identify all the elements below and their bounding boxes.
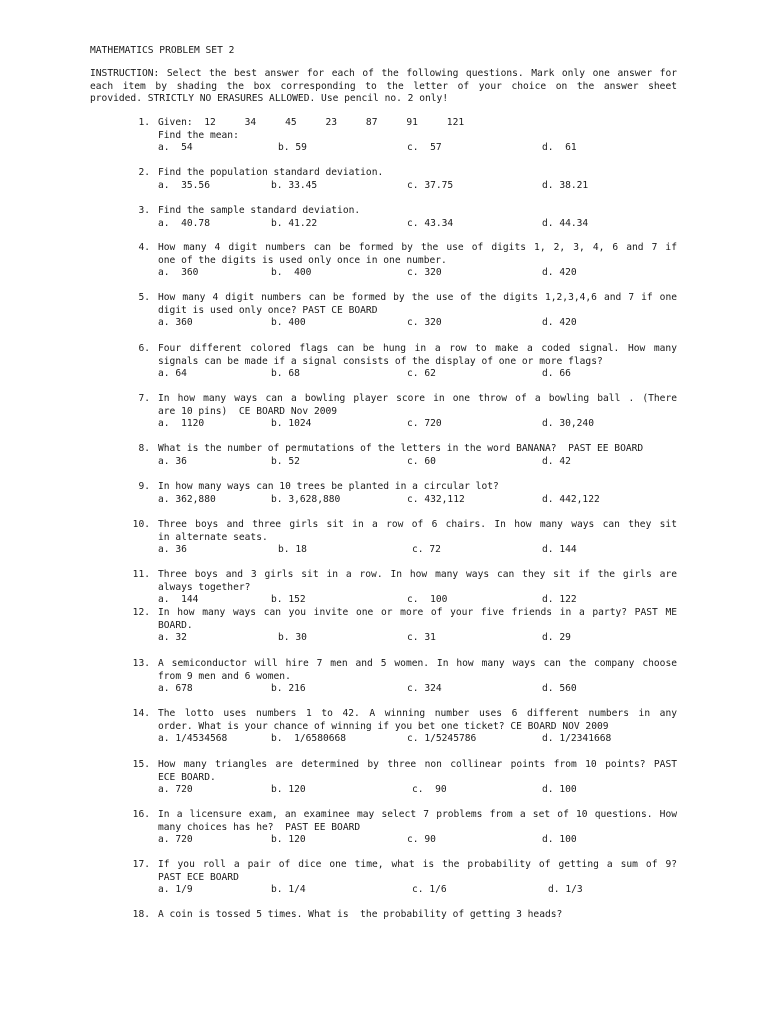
choice-c: c. 1/5245786 [407,733,477,745]
answer-choices [0,317,768,330]
question-text [158,569,677,594]
choice-a: a. 678 [158,683,193,695]
question-text [158,607,677,632]
question-line: ECE BOARD. [158,771,216,783]
choice-d: d. 1/2341668 [542,733,612,745]
choice-b: b. 216 [271,683,306,695]
choice-a: a. 35.56 [158,179,210,191]
question-number: 9. [138,481,150,492]
choice-d: d. 122 [542,594,577,606]
question-line: Four different colored flags can be hung in a row to make a coded signal. How many [158,343,677,354]
choice-b: b. 59 [278,142,307,154]
choice-b: b. 152 [271,594,306,606]
answer-choices [0,683,768,696]
question-line: A semiconductor will hire 7 men and 5 women. In how many ways can the company choose [158,658,677,669]
question-text [158,481,677,494]
choice-a: a. 360 [158,267,199,279]
question-line: Three boys and 3 girls sit in a row. In how many ways can they sit if the girls are [158,569,677,580]
choice-c: c. 324 [407,683,442,695]
answer-choices [0,142,768,155]
choice-d: d. 100 [542,784,577,796]
answer-choices [0,218,768,231]
instruction-paragraph [90,68,677,106]
question-number: 4. [138,242,150,253]
answer-choices [0,418,768,431]
choice-a: a. 1/4534568 [158,733,228,745]
answer-choices [0,784,768,797]
question-line: Find the mean: [158,129,239,141]
choice-d: d. 100 [542,834,577,846]
question-line: If you roll a pair of dice one time, what is the probability of getting a sum of 9? [158,859,677,870]
choice-c: c. 90 [412,784,447,796]
choice-d: d. 30,240 [542,418,594,430]
question-text [158,292,677,317]
question-number: 2. [138,167,150,178]
choice-b: b. 400 [271,317,306,329]
choice-c: c. 60 [407,455,436,467]
choice-a: a. 1/9 [158,884,193,896]
question-line: A coin is tossed 5 times. What is the probability of getting 3 heads? [158,909,563,920]
question-text [158,658,677,683]
question-number: 5. [138,292,150,303]
question-line: PAST ECE BOARD [158,871,239,883]
question-line: How many triangles are determined by three non collinear points from 10 points? PAST [158,759,677,770]
answer-choices [0,834,768,847]
answer-choices [0,267,768,280]
choice-d: d. 38.21 [542,179,589,191]
question-line: How many 4 digit numbers can be formed by the use of digits 1, 2, 3, 4, 6 and 7 if [158,242,677,253]
answer-choices [0,594,768,607]
choice-b: b. 68 [271,368,300,380]
question-line: always together? [158,581,251,593]
choice-d: d. 420 [542,267,577,279]
choice-c: c. 320 [407,267,442,279]
question-line: many choices has he? PAST EE BOARD [158,821,361,833]
answer-choices [0,632,768,645]
choice-a: a. 40.78 [158,217,210,229]
choice-d: d. 61 [542,142,577,154]
choice-d: d. 29 [542,632,571,644]
choice-a: a. 36 [158,544,187,556]
choice-d: d. 420 [542,317,577,329]
choice-a: a. 54 [158,142,193,154]
choice-c: c. 43.34 [407,217,454,229]
choice-c: c. 62 [407,368,436,380]
answer-choices [0,884,768,897]
question-line: in alternate seats. [158,531,268,543]
question-line: In a licensure exam, an examinee may select 7 problems from a set of 10 questions. How [158,809,677,820]
question-number: 11. [132,569,150,580]
choice-c: c. 57 [407,142,442,154]
choice-c: c. 432,112 [407,493,465,505]
instruction-line: each item by shading the box corresponding to the letter of your choice on the answer sheet [90,80,677,92]
question-number: 12. [132,607,150,618]
choice-c: c. 72 [412,544,441,556]
choice-b: b. 3,628,880 [271,493,341,505]
instruction-line: INSTRUCTION: Select the best answer for each of the following questions. Mark only one answer for [90,68,677,79]
question-number: 14. [132,708,150,719]
choice-c: c. 37.75 [407,179,454,191]
choice-b: b. 400 [271,267,312,279]
question-number: 17. [132,859,150,870]
question-number: 6. [138,343,150,354]
choice-a: a. 36 [158,455,187,467]
choice-b: b. 1/6580668 [271,733,347,745]
question-number: 1. [138,117,150,128]
question-number: 13. [132,658,150,669]
question-text [158,708,677,733]
question-text [158,343,677,368]
choice-b: b. 18 [278,544,307,556]
question-text [158,519,677,544]
answer-choices [0,544,768,557]
question-line: Find the population standard deviation. [158,167,384,178]
choice-a: a. 32 [158,632,187,644]
instruction-line: provided. STRICTLY NO ERASURES ALLOWED. Use pencil no. 2 only! [90,93,449,105]
question-text [158,859,677,884]
question-number: 8. [138,443,150,454]
choice-d: d. 1/3 [548,884,583,896]
question-number: 10. [132,519,150,530]
choice-d: d. 560 [542,683,577,695]
question-line: BOARD. [158,619,193,631]
answer-choices [0,368,768,381]
choice-b: b. 52 [271,455,300,467]
question-number: 15. [132,759,150,770]
question-line: What is the number of permutations of the letters in the word BANANA? PAST EE BOARD [158,443,644,454]
question-text [158,205,677,218]
choice-c: c. 100 [407,594,448,606]
question-line: How many 4 digit numbers can be formed by the use of the digits 1,2,3,4,6 and 7 if one [158,292,677,303]
question-text [158,242,677,267]
question-text [158,117,677,142]
choice-b: b. 120 [271,784,306,796]
question-line: order. What is your chance of winning if you bet one ticket? CE BOARD NOV 2009 [158,720,609,732]
answer-choices [0,456,768,469]
choice-a: a. 362,880 [158,493,216,505]
question-line: digit is used only once? PAST CE BOARD [158,304,378,316]
question-line: The lotto uses numbers 1 to 42. A winning number uses 6 different numbers in any [158,708,677,719]
answer-choices [0,733,768,746]
choice-c: c. 720 [407,418,442,430]
choice-b: b. 33.45 [271,179,318,191]
question-line: from 9 men and 6 women. [158,670,291,682]
question-line: Three boys and three girls sit in a row of 6 chairs. In how many ways can they sit [158,519,677,530]
choice-a: a. 720 [158,834,193,846]
choice-c: c. 31 [407,632,436,644]
choice-c: c. 90 [407,834,436,846]
choice-a: a. 360 [158,317,193,329]
question-number: 7. [138,393,150,404]
question-line: are 10 pins) CE BOARD Nov 2009 [158,405,338,417]
question-line: one of the digits is used only once in one number. [158,254,447,266]
choice-b: b. 30 [278,632,307,644]
choice-d: d. 442,122 [542,493,600,505]
choice-a: a. 144 [158,594,199,606]
question-text [158,167,677,180]
question-line: In how many ways can a bowling player score in one throw of a bowling ball . (There [158,393,677,404]
choice-b: b. 1024 [271,418,312,430]
question-text [158,443,677,456]
choice-d: d. 66 [542,368,571,380]
choice-d: d. 42 [542,455,571,467]
answer-choices [0,180,768,193]
question-text [158,393,677,418]
question-line: signals can be made if a signal consists of the display of one or more flags? [158,355,603,367]
answer-choices [0,494,768,507]
question-number: 3. [138,205,150,216]
choice-b: b. 1/4 [271,884,306,896]
choice-d: d. 44.34 [542,217,589,229]
choice-c: c. 320 [407,317,442,329]
choice-b: b. 120 [271,834,306,846]
choice-c: c. 1/6 [412,884,447,896]
question-line: Find the sample standard deviation. [158,205,361,216]
question-number: 16. [132,809,150,820]
choice-d: d. 144 [542,544,577,556]
question-line: In how many ways can you invite one or more of your five friends in a party? PAST ME [158,607,677,618]
question-text [158,909,677,922]
question-text [158,809,677,834]
choice-b: b. 41.22 [271,217,318,229]
question-number: 18. [132,909,150,920]
choice-a: a. 64 [158,368,187,380]
question-text [158,759,677,784]
page-title: MATHEMATICS PROBLEM SET 2 [90,45,235,56]
question-line: In how many ways can 10 trees be planted in a circular lot? [158,481,499,492]
choice-a: a. 1120 [158,418,205,430]
question-line: Given: 12 34 45 23 87 91 121 [158,117,465,128]
choice-a: a. 720 [158,784,193,796]
